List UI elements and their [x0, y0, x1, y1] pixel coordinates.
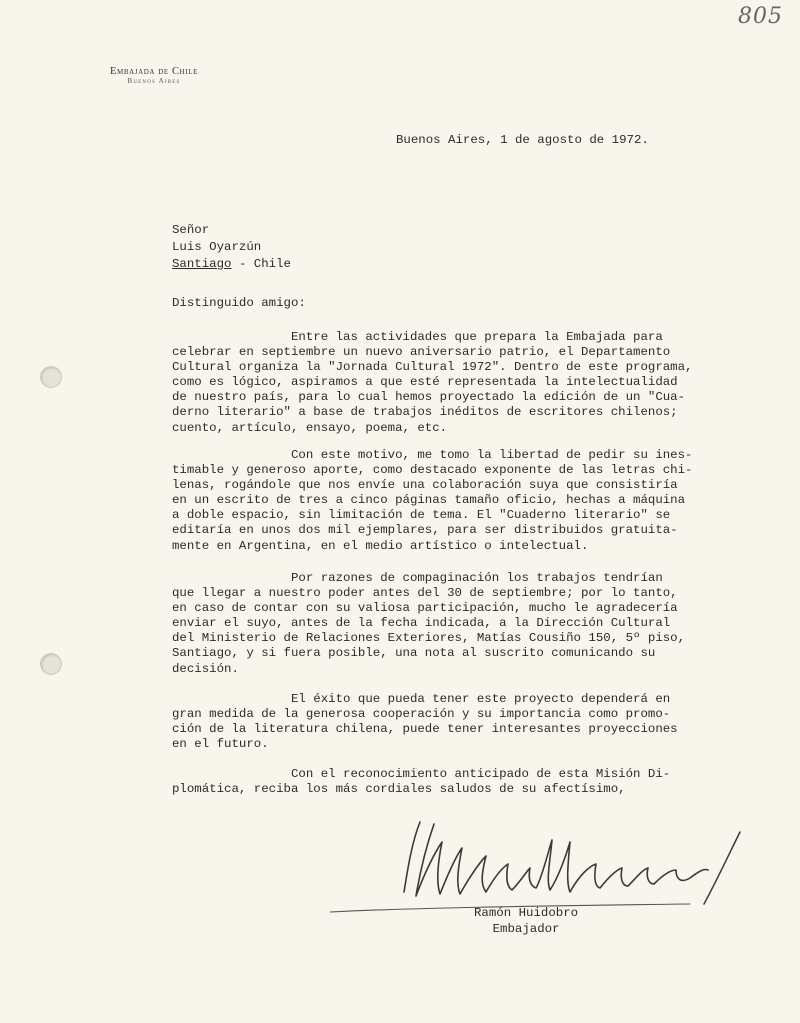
signatory-block — [474, 905, 578, 937]
signatory-name: Ramón Huidobro — [474, 906, 579, 920]
recipient-salutation: Señor — [172, 223, 210, 237]
recipient-name: Luis Oyarzún — [172, 240, 262, 254]
body-paragraph-1: Entre las actividades que prepara la Embajada para celebrar en septiembre un nuevo aniversario patrio, el Departamento Cultural organiza la "Jornada Cultural 1972". Dentro de este programa, como es lógico, aspiramos a que esté representada la intelectualidad de nuestro país, para lo cual hemos proyectado la edición de un "Cua- derno literario" a base de trabajos inéditos de escritores chilenos; cuento, artículo, ensayo, poema, etc. — [172, 330, 693, 435]
closing-paragraph: Con el reconocimiento anticipado de esta Misión Di- plomática, reciba los más cordiales saludos de su afectísimo, — [172, 767, 671, 797]
recipient-city: Santiago — [172, 257, 232, 271]
archive-number: 805 — [738, 4, 783, 29]
letterhead-subtitle: Buenos Aires — [127, 77, 181, 85]
body-paragraph-4: El éxito que pueda tener este proyecto dependerá en gran medida de la generosa cooperación y su importancia como promo- ción de la literatura chilena, puede tener interesantes proyecciones en el futuro. — [172, 692, 678, 752]
letterhead — [84, 66, 224, 85]
body-paragraph-3: Por razones de compaginación los trabajos tendrían que llegar a nuestro poder antes del 30 de septiembre; por lo tanto, en caso de contar con su valiosa participación, mucho le agradecería enviar el suyo, antes de la fecha indicada, a la Dirección Cultural del Ministerio de Relaciones Exteriores, Matías Cousiño 150, 5º piso, Santiago, y si fuera posible, una nota al suscrito comunicando su decisión. — [172, 571, 686, 676]
recipient-address — [172, 256, 291, 273]
greeting: Distinguido amigo: — [172, 296, 306, 310]
letter-date: Buenos Aires, 1 de agosto de 1972. — [396, 133, 649, 147]
recipient-block — [172, 222, 291, 273]
signatory-title: Embajador — [492, 922, 560, 936]
body-paragraph-2: Con este motivo, me tomo la libertad de pedir su ines- timable y generoso aporte, como destacado exponente de las letras chi- lenas, rogándole que nos envíe una colaboración suya que consistiría en un escrito de tres a cinco páginas tamaño oficio, hechas a máquina a doble espacio, sin limitación de tema. El "Cuaderno literario" se editaría en unos dos mil ejemplares, para ser distribuidos gratuita- mente en Argentina, en el medio artístico o intelectual. — [172, 448, 693, 553]
letterhead-title: Embajada de Chile — [110, 66, 198, 77]
recipient-country: - Chile — [238, 257, 291, 271]
punch-hole — [40, 366, 62, 388]
punch-hole — [40, 653, 62, 675]
